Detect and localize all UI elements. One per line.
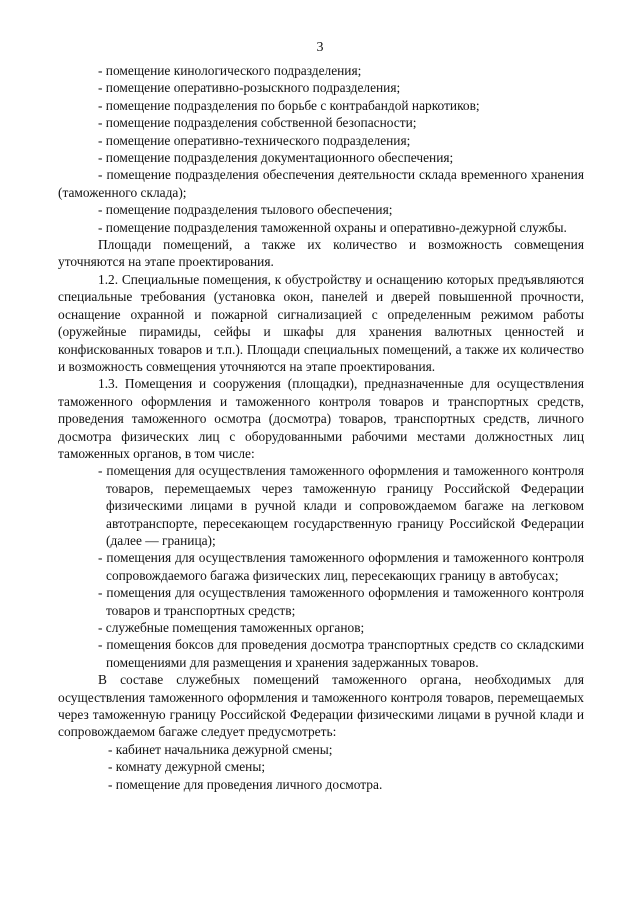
- paragraph-1-3: 1.3. Помещения и сооружения (площадки), предназначенные для осуществления таможенного оформления и таможенного контроля товаров и транспортных средств, проведения таможенного осмотра (досмотра) товаров, транспортных средств, личного досмотра физических лиц с оборудованными рабочими местами должностных лиц таможенных органов, в том числе:: [58, 376, 584, 461]
- list-item: - помещение подразделения тылового обеспечения;: [98, 202, 393, 218]
- list-item: - кабинет начальника дежурной смены;: [108, 741, 333, 757]
- list-item: - помещения боксов для проведения досмотра транспортных средств со складскими помещениями для размещения и хранения задержанных товаров.: [98, 637, 584, 670]
- list-item: - помещение подразделения документационного обеспечения;: [98, 150, 454, 166]
- list-item: - помещение подразделения по борьбе с контрабандой наркотиков;: [98, 97, 480, 113]
- paragraph-1-2: 1.2. Специальные помещения, к обустройству и оснащению которых предъявляются специальные требования (установка окон, панелей и дверей повышенной прочности, оснащение охранной и пожарной сигнализацией с определенным режимом работы (оружейные пирамиды, сейфы и шкафы для хранения валютных ценностей и конфискованных товаров и т.п.). Площади специальных помещений, а также их количество и возможность совмещения уточняются на этапе проектирования.: [58, 271, 584, 374]
- list-item: - помещения для осуществления таможенного оформления и таможенного контроля сопровождаемого багажа физических лиц, пересекающих границу в автобусах;: [98, 550, 584, 583]
- list-item: - помещение для проведения личного досмотра.: [108, 776, 383, 792]
- list-item: - комнату дежурной смены;: [108, 759, 266, 775]
- list-item: - помещение подразделения обеспечения деятельности склада временного хранения (таможенного склада);: [58, 167, 584, 200]
- document-body: [58, 62, 584, 793]
- list-item: - помещения для осуществления таможенного оформления и таможенного контроля товаров и транспортных средств;: [98, 585, 584, 618]
- list-item: - помещение подразделения таможенной охраны и оперативно-дежурной службы.: [98, 219, 567, 235]
- list-item: - помещение подразделения собственной безопасности;: [98, 115, 417, 131]
- list-item: - помещение кинологического подразделения;: [98, 63, 362, 78]
- paragraph-areas-note: Площади помещений, а также их количество и возможность совмещения уточняются на этапе проектирования.: [58, 237, 584, 270]
- list-item: - помещение оперативно-технического подразделения;: [98, 132, 411, 148]
- page-number: 3: [316, 40, 324, 55]
- paragraph-staff-rooms: В составе служебных помещений таможенного органа, необходимых для осуществления таможенного оформления и таможенного контроля товаров, перемещаемых через таможенную границу Российской Федерации физическими лицами в ручной клади и сопровождаемом багаже следует предусмотреть:: [58, 672, 584, 740]
- list-item: - помещение оперативно-розыскного подразделения;: [98, 80, 401, 96]
- list-item: - помещения для осуществления таможенного оформления и таможенного контроля товаров, перемещаемых через таможенную границу Российской Федерации физическими лицами в ручной клади и сопровождаемом багаже на легковом автотранспорте, пересекающем государственную границу Российской Федерации (далее — граница);: [98, 463, 584, 548]
- list-item: - служебные помещения таможенных органов;: [98, 620, 365, 635]
